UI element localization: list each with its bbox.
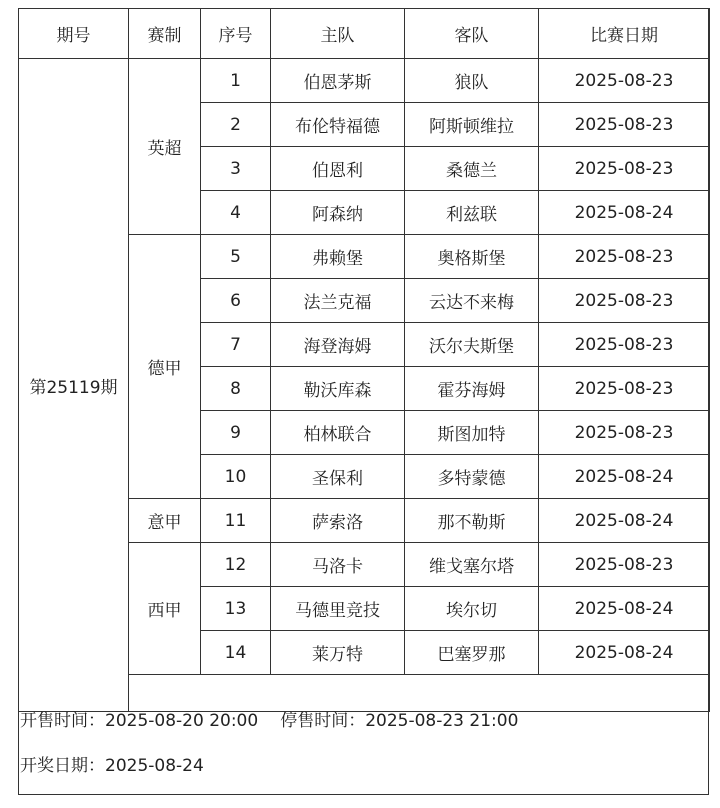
league-cell: 德甲 bbox=[129, 235, 201, 499]
away-team-cell: 霍芬海姆 bbox=[405, 367, 539, 411]
header-away-team: 客队 bbox=[405, 9, 539, 59]
match-number-cell: 4 bbox=[201, 191, 271, 235]
league-cell: 英超 bbox=[129, 59, 201, 235]
match-number-cell: 14 bbox=[201, 631, 271, 675]
home-team-cell: 萨索洛 bbox=[271, 499, 405, 543]
match-date-cell: 2025-08-24 bbox=[539, 587, 710, 631]
match-date-cell: 2025-08-24 bbox=[539, 499, 710, 543]
table-row bbox=[19, 59, 710, 103]
home-team-cell: 布伦特福德 bbox=[271, 103, 405, 147]
away-team-cell: 沃尔夫斯堡 bbox=[405, 323, 539, 367]
period-cell: 第25119期 bbox=[19, 59, 129, 712]
away-team-cell: 多特蒙德 bbox=[405, 455, 539, 499]
home-team-cell: 莱万特 bbox=[271, 631, 405, 675]
sale-stop-label: 停售时间： bbox=[280, 711, 366, 731]
match-number-cell: 2 bbox=[201, 103, 271, 147]
match-date-cell: 2025-08-24 bbox=[539, 455, 710, 499]
header-home-team: 主队 bbox=[271, 9, 405, 59]
home-team-cell: 圣保利 bbox=[271, 455, 405, 499]
table-header-row bbox=[19, 9, 710, 59]
header-match-date: 比赛日期 bbox=[539, 9, 710, 59]
away-team-cell: 那不勒斯 bbox=[405, 499, 539, 543]
match-date-cell: 2025-08-23 bbox=[539, 147, 710, 191]
table-body bbox=[19, 59, 710, 712]
home-team-cell: 弗赖堡 bbox=[271, 235, 405, 279]
draw-date-value: 2025-08-24 bbox=[105, 756, 204, 776]
away-team-cell: 奥格斯堡 bbox=[405, 235, 539, 279]
match-date-cell: 2025-08-23 bbox=[539, 411, 710, 455]
match-date-cell: 2025-08-24 bbox=[539, 631, 710, 675]
away-team-cell: 桑德兰 bbox=[405, 147, 539, 191]
match-number-cell: 6 bbox=[201, 279, 271, 323]
draw-date-label: 开奖日期： bbox=[20, 756, 105, 776]
sale-stop-value: 2025-08-23 21:00 bbox=[365, 711, 519, 731]
match-date-cell: 2025-08-24 bbox=[539, 191, 710, 235]
match-number-cell: 7 bbox=[201, 323, 271, 367]
sale-time-line bbox=[20, 706, 518, 731]
match-number-cell: 1 bbox=[201, 59, 271, 103]
match-date-cell: 2025-08-23 bbox=[539, 279, 710, 323]
sale-start-value: 2025-08-20 20:00 bbox=[105, 711, 259, 731]
header-number: 序号 bbox=[201, 9, 271, 59]
home-team-cell: 柏林联合 bbox=[271, 411, 405, 455]
header-period: 期号 bbox=[19, 9, 129, 59]
match-number-cell: 9 bbox=[201, 411, 271, 455]
home-team-cell: 马德里竞技 bbox=[271, 587, 405, 631]
match-date-cell: 2025-08-23 bbox=[539, 103, 710, 147]
match-number-cell: 12 bbox=[201, 543, 271, 587]
away-team-cell: 埃尔切 bbox=[405, 587, 539, 631]
home-team-cell: 法兰克福 bbox=[271, 279, 405, 323]
home-team-cell: 马洛卡 bbox=[271, 543, 405, 587]
home-team-cell: 伯恩利 bbox=[271, 147, 405, 191]
home-team-cell: 阿森纳 bbox=[271, 191, 405, 235]
header-league: 赛制 bbox=[129, 9, 201, 59]
match-number-cell: 10 bbox=[201, 455, 271, 499]
league-cell: 西甲 bbox=[129, 543, 201, 675]
sale-start-label: 开售时间： bbox=[20, 711, 105, 731]
away-team-cell: 云达不来梅 bbox=[405, 279, 539, 323]
match-number-cell: 11 bbox=[201, 499, 271, 543]
away-team-cell: 狼队 bbox=[405, 59, 539, 103]
away-team-cell: 斯图加特 bbox=[405, 411, 539, 455]
match-number-cell: 3 bbox=[201, 147, 271, 191]
home-team-cell: 海登海姆 bbox=[271, 323, 405, 367]
match-number-cell: 13 bbox=[201, 587, 271, 631]
match-date-cell: 2025-08-23 bbox=[539, 235, 710, 279]
match-schedule-table bbox=[18, 8, 710, 712]
match-date-cell: 2025-08-23 bbox=[539, 323, 710, 367]
match-number-cell: 5 bbox=[201, 235, 271, 279]
match-date-cell: 2025-08-23 bbox=[539, 543, 710, 587]
league-cell: 意甲 bbox=[129, 499, 201, 543]
home-team-cell: 伯恩茅斯 bbox=[271, 59, 405, 103]
home-team-cell: 勒沃库森 bbox=[271, 367, 405, 411]
away-team-cell: 利兹联 bbox=[405, 191, 539, 235]
away-team-cell: 阿斯顿维拉 bbox=[405, 103, 539, 147]
draw-date-line bbox=[20, 751, 204, 776]
match-number-cell: 8 bbox=[201, 367, 271, 411]
away-team-cell: 维戈塞尔塔 bbox=[405, 543, 539, 587]
match-date-cell: 2025-08-23 bbox=[539, 367, 710, 411]
away-team-cell: 巴塞罗那 bbox=[405, 631, 539, 675]
match-date-cell: 2025-08-23 bbox=[539, 59, 710, 103]
